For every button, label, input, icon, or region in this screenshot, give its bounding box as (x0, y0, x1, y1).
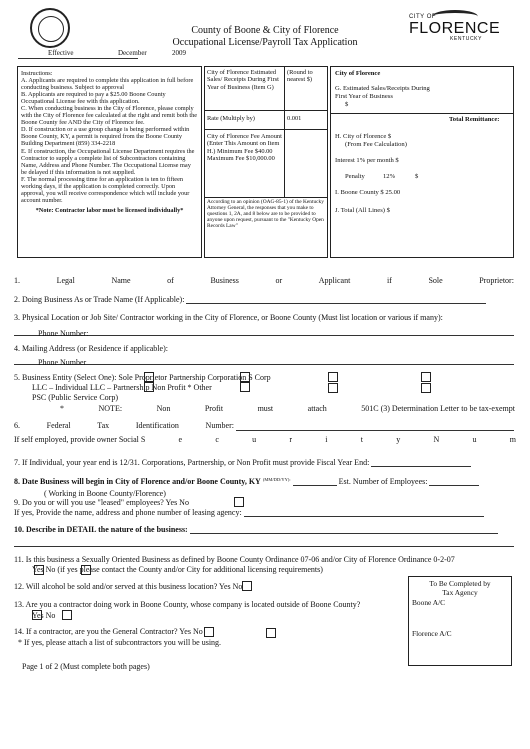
business-description-field[interactable] (190, 533, 498, 534)
q7-label: 7. If Individual, your year end is 12/31. Corporations, Partnership, or Non Profit must provide Fiscal Year End: (14, 458, 370, 467)
title-line-1: County of Boone & City of Florence (191, 25, 339, 36)
q8-label: 8. Date Business will begin in City of Florence and/or Boone County, KY (14, 477, 261, 486)
contractor-outside-yes-checkbox[interactable] (32, 610, 42, 620)
general-contractor-no-checkbox[interactable] (266, 628, 276, 638)
item-g-dollar: $ (345, 101, 349, 108)
q1-word: Name (111, 276, 131, 285)
item-h-sub: (From Fee Calculation) (345, 141, 407, 148)
alcohol-no-checkbox[interactable] (242, 581, 252, 591)
q9-line2-label: If yes, Provide the name, address and phone number of leasing agency: (14, 508, 242, 517)
question-7-row (14, 458, 471, 467)
ssn-text: N (433, 435, 440, 444)
question-5-line2: LLC – Individual LLC – Partnership Non Profit * Other (32, 383, 212, 392)
effective-divider (18, 58, 138, 59)
logo-florence: FLORENCE (409, 20, 501, 37)
q1-word: Applicant (318, 276, 351, 285)
federal-tax-id-field[interactable] (236, 430, 514, 431)
contractor-outside-no-checkbox[interactable] (62, 610, 72, 620)
ssn-text: i (325, 435, 328, 444)
question-13-label: 13. Are you a contractor doing work in Boone County, whose company is located outside of Boone County? (14, 600, 361, 609)
interest-label: Interest 1% per month $ (335, 157, 399, 164)
ssn-text: r (289, 435, 293, 444)
question-12-label: 12. Will alcohol be sold and/or served at this business location? Yes No (14, 582, 243, 591)
llc-partnership-checkbox[interactable] (144, 382, 154, 392)
question-4-label: 4. Mailing Address (or Residence if applicable): (14, 344, 168, 353)
question-6-ssn-row (14, 435, 516, 444)
item-h-label: H. City of Florence $ (335, 133, 392, 140)
q8-date-format: (MM/DD/YY): (262, 477, 291, 482)
q1-word: if (386, 276, 392, 285)
fee-calculation-box (204, 66, 328, 258)
ssn-text: u (472, 435, 477, 444)
logo-kentucky: KENTUCKY (450, 36, 483, 42)
q2-label: 2. Doing Business As or Trade Name (If Applicable): (14, 295, 185, 304)
ssn-text: u (252, 435, 257, 444)
q1-word: Proprietor: (479, 276, 514, 285)
estimated-sales-label: City of Florence Estimated Sales/ Receipts During First Year of Business (Item G) (207, 69, 279, 91)
instruction-e: E. If construction, the Occupational License Department requires the Contractor to supply a complete list of Subcontractors containing Name, Address and Phone Number. The Occupational License may be delayed if this information is not supplied. (21, 147, 195, 176)
instructions-title: Instructions: (21, 70, 53, 77)
total-remittance-label: Total Remittance: (449, 116, 500, 123)
penalty-rate: 12% (383, 173, 396, 180)
question-11-label: 11. Is this business a Sexually Oriented Business as defined by Boone County Ordinance 07-06 and/or City of Florence Ordinance 0-2-07 (14, 555, 455, 564)
instruction-f: F. The normal processing time for an application is ten to fifteen working days, if the application is completed correctly. Upon approval, you will receive correspondence which will include your account number. (21, 175, 190, 204)
question-14-label: 14. If a contractor, are you the General Contractor? Yes No (14, 627, 203, 636)
item-i-label: I. Boone County $ 25.00 (335, 189, 401, 196)
rate-label: Rate (Multiply by) (207, 115, 255, 122)
contractor-note: *Note: Contractor labor must be licensed individually* (35, 206, 184, 214)
ssn-text: t (360, 435, 363, 444)
item-g-label: G. Estimated Sales/Receipts During First Year of Business (335, 85, 430, 100)
q6-word: Identification (135, 421, 179, 430)
dba-field[interactable] (186, 303, 486, 304)
note-word: attach (307, 404, 327, 413)
q6-word: 6. (14, 421, 20, 430)
q1-word: 1. (14, 276, 20, 285)
general-contractor-yes-checkbox[interactable] (204, 627, 214, 637)
q10-label: 10. Describe in DETAIL the nature of the business: (14, 525, 188, 534)
ssn-text: m (509, 435, 516, 444)
partnership-checkbox[interactable] (421, 372, 431, 382)
corporation-checkbox[interactable] (240, 372, 250, 382)
non-profit-note (60, 404, 515, 413)
effective-label: Effective (48, 49, 74, 57)
penalty-dollar: $ (415, 173, 419, 180)
leasing-agency-field[interactable] (244, 516, 484, 517)
instructions-box (17, 66, 202, 258)
employees-label: Est. Number of Employees: (338, 477, 428, 486)
question-6-row (14, 421, 234, 430)
s-corp-checkbox[interactable] (328, 372, 338, 382)
tax-agency-title2: Tax Agency (442, 587, 478, 597)
q4-phone-label: Phone Number (38, 358, 87, 367)
boone-county-seal-icon (30, 8, 70, 48)
q3-phone-label: Phone Number: (38, 329, 89, 338)
divider-h3 (205, 197, 327, 198)
q6-word: Federal (46, 421, 71, 430)
begin-date-field[interactable] (293, 485, 337, 486)
ssn-text: y (396, 435, 401, 444)
ssn-text: e (178, 435, 183, 444)
florence-account-label: Florence A/C (412, 628, 452, 638)
instruction-c: C. When conducting business in the City of Florence, please comply with the City of Florence fee calculated at the right and remit both the Boone County fee AND the City of Florence fee. (21, 105, 198, 127)
question-5-label: 5. Business Entity (Select One): Sole Proprietor Partnership Corporation S Corp (14, 373, 271, 382)
note-word: 501C (3) Determination Letter to be tax-exempt (361, 404, 515, 413)
florence-box-title: City of Florence (335, 70, 381, 77)
divider-v1 (284, 67, 285, 129)
round-note: (Round to nearest $) (287, 69, 313, 84)
q8-sub: ( Working in Boone County/Florence) (44, 489, 166, 498)
question-3-label: 3. Physical Location or Job Site/ Contractor working in the City of Florence, or Boone County (Must list location or various if many): (14, 313, 443, 322)
ssn-text: If self employed, provide owner Social S (14, 435, 146, 444)
total-divider (331, 113, 513, 114)
question-1-row (14, 276, 514, 285)
llc-individual-checkbox[interactable] (328, 383, 338, 393)
question-9-line2 (14, 508, 484, 517)
q1-word: Sole (428, 276, 443, 285)
item-j-label: J. Total (All Lines) $ (335, 207, 390, 214)
other-checkbox[interactable] (240, 382, 250, 392)
note-word: NOTE: (98, 404, 123, 413)
note-word: must (257, 404, 274, 413)
question-9-label: 9. Do you or will you use "leased" employees? Yes No (14, 498, 189, 507)
page-footer: Page 1 of 2 (Must complete both pages) (22, 662, 150, 671)
divider-v2 (284, 129, 285, 197)
note-word: * (60, 404, 64, 413)
q1-word: Business (210, 276, 239, 285)
tax-agency-title1: To Be Completed by (429, 579, 491, 588)
question-14-line2: * If yes, please attach a list of subcontractors you will be using. (18, 638, 222, 647)
business-description-line2[interactable] (14, 546, 514, 547)
title-line-2: Occupational License/Payroll Tax Application (172, 37, 358, 48)
question-5-line3: PSC (Public Service Corp) (32, 393, 118, 402)
q6-word: Tax (97, 421, 110, 430)
fee-amount-label: City of Florence Fee Amount (Enter This Amount on Item H.) Minimum Fee $40.00 Maximum Fee $10,000.00 (207, 133, 282, 163)
non-profit-checkbox[interactable] (421, 383, 431, 393)
sob-no-checkbox[interactable] (81, 565, 91, 575)
ssn-text: c (215, 435, 219, 444)
q1-word: of (167, 276, 174, 285)
mailing-address-field[interactable] (14, 356, 514, 365)
leased-no-checkbox[interactable] (234, 497, 244, 507)
sob-yes-checkbox[interactable] (34, 565, 44, 575)
rate-value: 0.001 (287, 115, 302, 122)
employees-field[interactable] (429, 485, 479, 486)
instruction-b: B. Applicants are required to pay a $25.00 Boone County Occupational License fee with this application. (21, 91, 166, 106)
boone-account-label: Boone A/C (412, 598, 446, 608)
open-records-notice: According to an opinion (OAG-85-1) of the Kentucky Attorney General, the responses that you make to questions 1, 2A, and 8 below are to be provided to anyone upon request, pursuant to the "Kentucky Open Records Law" (207, 199, 324, 229)
q6-word: Number: (205, 421, 234, 430)
question-2-row (14, 295, 486, 304)
fiscal-year-end-field[interactable] (371, 466, 471, 467)
divider-h1 (205, 110, 327, 111)
question-11-line2: Yes No (if yes please contact the County and/or City for additional licensing requirements) (32, 565, 323, 574)
sole-proprietor-checkbox[interactable] (144, 372, 154, 382)
effective-year: 2009 (172, 49, 186, 57)
tax-agency-box (408, 576, 512, 666)
note-word: Non (156, 404, 171, 413)
location-field[interactable] (14, 327, 514, 336)
question-10-row (14, 525, 498, 534)
effective-month: December (118, 49, 147, 57)
instruction-d: D. If construction or a use group change is being performed within Boone County, KY, a permit is required from the Boone County Building Department (859) 334-2218 (21, 126, 190, 148)
question-13-line2: Yes No (32, 611, 56, 620)
q1-word: Legal (56, 276, 75, 285)
city-of-florence-box (330, 66, 514, 258)
instruction-a: A. Applicants are required to complete this application in full before conducting business. Subject to approval (21, 77, 194, 92)
logo-city-of: CITY OF (409, 14, 437, 20)
question-8-row (14, 477, 479, 486)
note-word: Profit (204, 404, 224, 413)
divider-h2 (205, 129, 327, 130)
q1-word: or (275, 276, 283, 285)
penalty-label: Penalty (345, 173, 365, 180)
